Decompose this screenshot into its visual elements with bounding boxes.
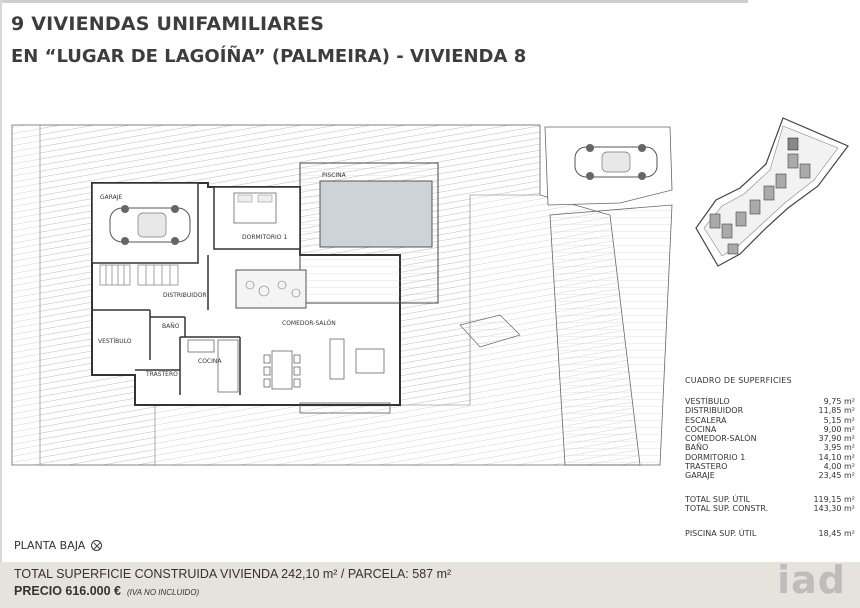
table-row: VESTÍBULO 9,75 m² — [685, 397, 855, 406]
table-row: COMEDOR-SALÓN 37,90 m² — [685, 434, 855, 444]
label-comedor: COMEDOR-SALÓN — [282, 320, 336, 327]
label-piscina: PISCINA — [322, 172, 346, 179]
area-table-heading: CUADRO DE SUPERFICIES — [685, 376, 792, 385]
iad-logo: iad — [777, 558, 846, 602]
price: PRECIO 616.000 € — [14, 584, 122, 598]
page-subtitle: EN “LUGAR DE LAGOÍÑA” (PALMEIRA) - VIVIENDA 8 — [11, 46, 527, 67]
label-dormitorio: DORMITORIO 1 — [242, 234, 288, 241]
table-row-total: TOTAL SUP. CONSTR. 143,30 m² — [685, 503, 855, 513]
top-frame-line — [0, 0, 748, 3]
level-label — [14, 539, 102, 552]
table-row-total: TOTAL SUP. ÚTIL 119,15 m² — [685, 494, 855, 504]
label-vestibulo: VESTÍBULO — [98, 338, 132, 345]
footer-price-line — [14, 584, 199, 598]
label-distribuidor: DISTRIBUIDOR — [163, 292, 207, 299]
table-row: DORMITORIO 1 14,10 m² — [685, 452, 855, 462]
site-key-map — [688, 116, 860, 284]
table-row: BAÑO 3,95 m² — [685, 443, 855, 453]
footer-summary: TOTAL SUPERFICIE CONSTRUIDA VIVIENDA 242,10 m² / PARCELA: 587 m² — [14, 567, 452, 581]
label-bano: BAÑO — [162, 323, 180, 330]
pool — [320, 181, 432, 247]
level-label-text: PLANTA BAJA — [14, 539, 86, 552]
area-table — [685, 376, 855, 539]
table-row: TRASTERO 4,00 m² — [685, 462, 855, 472]
footer-bar — [0, 562, 860, 608]
table-row: GARAJE 23,45 m² — [685, 471, 855, 481]
price-note: (IVA NO INCLUIDO) — [127, 588, 200, 597]
compass-icon — [91, 540, 102, 551]
label-cocina: COCINA — [198, 358, 222, 365]
table-row: ESCALERA 5,15 m² — [685, 415, 855, 425]
label-garaje: GARAJE — [100, 194, 123, 201]
garden-area — [550, 205, 672, 465]
floor-plan — [0, 105, 690, 495]
page-title: 9 VIVIENDAS UNIFAMILIARES — [11, 13, 325, 35]
label-trastero: TRASTERO — [146, 371, 178, 378]
table-row: COCINA 9,00 m² — [685, 424, 855, 434]
car-icon — [110, 205, 190, 245]
table-row: DISTRIBUIDOR 11,85 m² — [685, 406, 855, 416]
car-icon-parking — [575, 144, 657, 180]
table-row-pool: PISCINA SUP. ÚTIL 18,45 m² — [685, 529, 855, 539]
